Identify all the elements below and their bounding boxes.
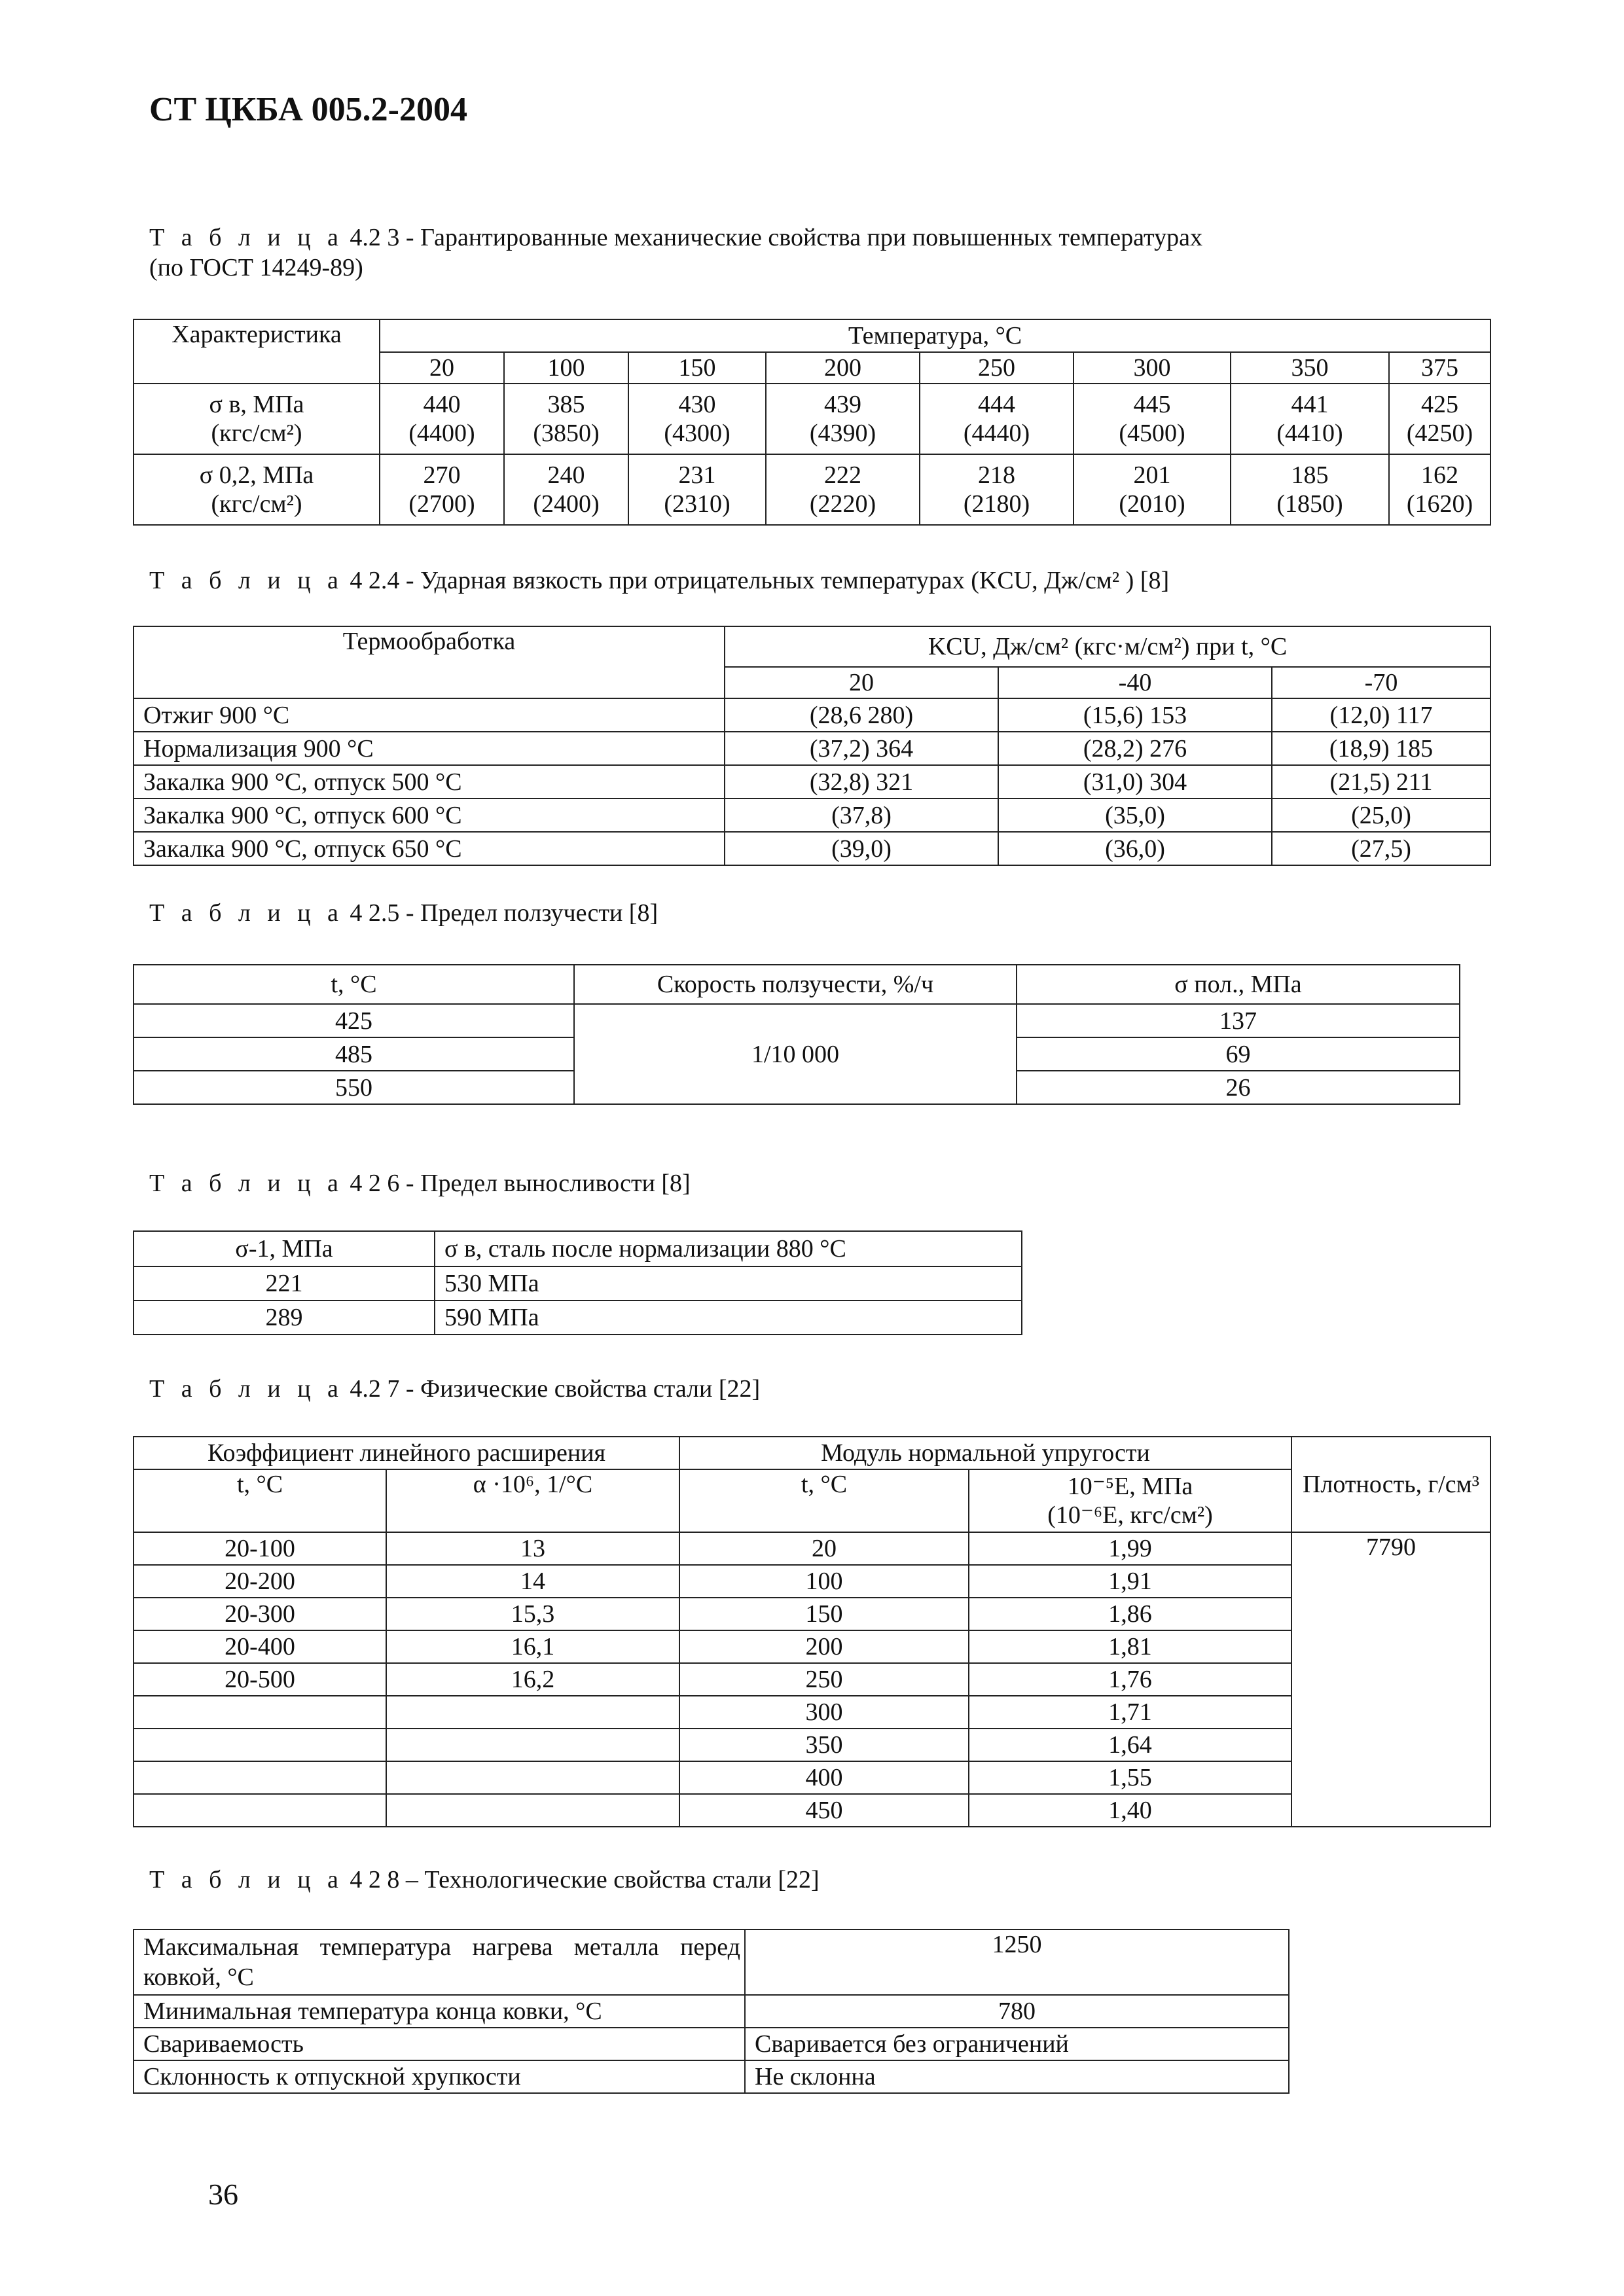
value-cell: (35,0) xyxy=(998,798,1272,832)
mod-t-cell: 400 xyxy=(679,1761,969,1794)
temp-cell: 350 xyxy=(1231,352,1389,384)
mod-t-cell: 450 xyxy=(679,1794,969,1827)
e-cell: 1,55 xyxy=(969,1761,1291,1794)
value-cell: (28,2) 276 xyxy=(998,732,1272,765)
exp-t-cell: 20-200 xyxy=(134,1565,386,1598)
empty-cell xyxy=(134,1696,386,1729)
e-cell: 1,86 xyxy=(969,1598,1291,1630)
value-cell: (15,6) 153 xyxy=(998,698,1272,732)
table-row xyxy=(134,1995,1289,2028)
table-row xyxy=(134,1004,1460,1037)
document-header: СТ ЦКБА 005.2-2004 xyxy=(149,91,467,128)
value-cell: (32,8) 321 xyxy=(725,765,998,798)
header-t-expansion: t, °С xyxy=(134,1469,386,1532)
table-row xyxy=(134,1794,1490,1827)
alpha-cell: 16,1 xyxy=(386,1630,679,1663)
caption-label: Т а б л и ц а xyxy=(149,1170,344,1197)
creep-speed-cell: 1/10 000 xyxy=(574,1004,1017,1104)
table-row xyxy=(134,2028,1289,2060)
e-cell: 1,71 xyxy=(969,1696,1291,1729)
value-cell: 439 (4390) xyxy=(766,384,920,454)
e-cell: 1,91 xyxy=(969,1565,1291,1598)
empty-cell xyxy=(134,1794,386,1827)
density-cell: 7790 xyxy=(1291,1532,1490,1827)
t-cell: 550 xyxy=(134,1071,574,1104)
value-cell: (39,0) xyxy=(725,832,998,865)
header-temperature: Температура, °С xyxy=(380,319,1490,352)
empty-cell xyxy=(386,1794,679,1827)
table-423 xyxy=(133,319,1491,526)
table-428-caption xyxy=(149,1865,820,1895)
value-cell: 222 (2220) xyxy=(766,454,920,525)
value-cell: 430 (4300) xyxy=(628,384,766,454)
header-modulus: Модуль нормальной упругости xyxy=(679,1437,1291,1469)
table-425-caption xyxy=(149,898,658,928)
value-cell: Не склонна xyxy=(745,2060,1289,2093)
table-427-caption xyxy=(149,1374,760,1404)
mod-t-cell: 350 xyxy=(679,1729,969,1761)
mod-t-cell: 200 xyxy=(679,1630,969,1663)
temp-cell: 200 xyxy=(766,352,920,384)
temp-cell: 20 xyxy=(380,352,504,384)
value-cell: 231 (2310) xyxy=(628,454,766,525)
e-cell: 1,76 xyxy=(969,1663,1291,1696)
table-425 xyxy=(133,964,1460,1105)
value-cell: 530 МПа xyxy=(435,1266,1022,1300)
value-cell: (31,0) 304 xyxy=(998,765,1272,798)
e-cell: 1,40 xyxy=(969,1794,1291,1827)
alpha-cell: 16,2 xyxy=(386,1663,679,1696)
table-426 xyxy=(133,1230,1022,1335)
property-cell: Максимальная температура нагрева металла перед ковкой, °С xyxy=(134,1929,745,1995)
alpha-cell: 14 xyxy=(386,1565,679,1598)
exp-t-cell: 20-400 xyxy=(134,1630,386,1663)
header-alpha: α ·10⁶, 1/°С xyxy=(386,1469,679,1532)
page-number: 36 xyxy=(208,2178,238,2211)
caption-label: Т а б л и ц а xyxy=(149,567,344,594)
value-cell: 385 (3850) xyxy=(504,384,628,454)
table-row xyxy=(134,765,1490,798)
e-cell: 1,81 xyxy=(969,1630,1291,1663)
caption-label: Т а б л и ц а xyxy=(149,899,344,927)
temp-cell: 100 xyxy=(504,352,628,384)
table-row xyxy=(134,454,1490,525)
table-row xyxy=(134,1696,1490,1729)
mod-t-cell: 250 xyxy=(679,1663,969,1696)
temp-cell: 20 xyxy=(725,667,998,698)
temp-cell: 375 xyxy=(1389,352,1490,384)
table-427 xyxy=(133,1436,1491,1827)
value-cell: 270 (2700) xyxy=(380,454,504,525)
value-cell: 218 (2180) xyxy=(920,454,1074,525)
treatment-cell: Нормализация 900 °С xyxy=(134,732,725,765)
table-row xyxy=(134,2060,1289,2093)
mod-t-cell: 300 xyxy=(679,1696,969,1729)
caption-text: 4 2 6 - Предел выносливости [8] xyxy=(350,1170,691,1197)
value-cell: Сваривается без ограничений xyxy=(745,2028,1289,2060)
value-cell: (18,9) 185 xyxy=(1272,732,1490,765)
temp-cell: -70 xyxy=(1272,667,1490,698)
property-cell: Свариваемость xyxy=(134,2028,745,2060)
value-cell: (25,0) xyxy=(1272,798,1490,832)
table-row xyxy=(134,1761,1490,1794)
header-sigma-creep: σ пол., МПа xyxy=(1017,965,1460,1004)
value-cell: 162 (1620) xyxy=(1389,454,1490,525)
alpha-cell: 13 xyxy=(386,1532,679,1565)
caption-label: Т а б л и ц а xyxy=(149,224,344,251)
value-cell: 444 (4440) xyxy=(920,384,1074,454)
sigma-cell: 26 xyxy=(1017,1071,1460,1104)
exp-t-cell: 20-500 xyxy=(134,1663,386,1696)
table-row xyxy=(134,1565,1490,1598)
caption-text: 4.2 3 - Гарантированные механические свойства при повышенных температурах xyxy=(350,224,1202,251)
caption-label: Т а б л и ц а xyxy=(149,1375,344,1403)
caption-text: 4 2.5 - Предел ползучести [8] xyxy=(350,899,659,927)
value-cell: 445 (4500) xyxy=(1074,384,1231,454)
label-sigma-02: σ 0,2, МПа xyxy=(199,461,314,489)
table-428 xyxy=(133,1929,1290,2094)
value-cell: 441 (4410) xyxy=(1231,384,1389,454)
table-row xyxy=(134,698,1490,732)
table-424-caption xyxy=(149,565,1169,596)
mod-t-cell: 150 xyxy=(679,1598,969,1630)
header-t-modulus: t, °С xyxy=(679,1469,969,1532)
temp-cell: 150 xyxy=(628,352,766,384)
table-row xyxy=(134,1266,1022,1300)
value-cell: 440 (4400) xyxy=(380,384,504,454)
caption-text: 4.2 7 - Физические свойства стали [22] xyxy=(350,1375,761,1403)
label-unit: (кгс/см²) xyxy=(211,490,302,518)
header-e: 10⁻⁵Е, МПа (10⁻⁶Е, кгс/см²) xyxy=(969,1469,1291,1532)
value-cell: (28,6 280) xyxy=(725,698,998,732)
treatment-cell: Закалка 900 °С, отпуск 500 °С xyxy=(134,765,725,798)
value-cell: (36,0) xyxy=(998,832,1272,865)
label-unit: (кгс/см²) xyxy=(211,420,302,447)
caption-text: 4 2.4 - Ударная вязкость при отрицательных температурах (KCU, Дж/см² ) [8] xyxy=(350,567,1170,594)
empty-cell xyxy=(134,1761,386,1794)
exp-t-cell: 20-300 xyxy=(134,1598,386,1630)
exp-t-cell: 20-100 xyxy=(134,1532,386,1565)
value-cell: 201 (2010) xyxy=(1074,454,1231,525)
empty-cell xyxy=(386,1696,679,1729)
value-cell: 221 xyxy=(134,1266,435,1300)
caption-label: Т а б л и ц а xyxy=(149,1866,344,1893)
value-cell: (21,5) 211 xyxy=(1272,765,1490,798)
label-sigma-b: σ в, МПа xyxy=(209,391,304,418)
value-cell: (27,5) xyxy=(1272,832,1490,865)
table-row xyxy=(134,1532,1490,1565)
empty-cell xyxy=(386,1729,679,1761)
table-row xyxy=(134,384,1490,454)
table-row xyxy=(134,1929,1289,1995)
table-row xyxy=(134,1598,1490,1630)
mod-t-cell: 100 xyxy=(679,1565,969,1598)
caption-text: 4 2 8 – Технологические свойства стали [22] xyxy=(350,1866,820,1893)
row-label xyxy=(134,384,380,454)
table-row xyxy=(134,732,1490,765)
value-cell: (12,0) 117 xyxy=(1272,698,1490,732)
header-characteristic: Характеристика xyxy=(134,319,380,384)
t-cell: 485 xyxy=(134,1037,574,1071)
header-density: Плотность, г/см³ xyxy=(1291,1437,1490,1532)
table-row xyxy=(134,1729,1490,1761)
caption-text-line2: (по ГОСТ 14249-89) xyxy=(149,254,363,281)
header-t: t, °С xyxy=(134,965,574,1004)
header-sigma-b: σ в, сталь после нормализации 880 °С xyxy=(435,1231,1022,1266)
e-cell: 1,99 xyxy=(969,1532,1291,1565)
property-cell: Склонность к отпускной хрупкости xyxy=(134,2060,745,2093)
table-row xyxy=(134,1630,1490,1663)
table-426-caption xyxy=(149,1168,691,1198)
table-424 xyxy=(133,626,1491,866)
empty-cell xyxy=(134,1729,386,1761)
temp-cell: -40 xyxy=(998,667,1272,698)
temp-cell: 300 xyxy=(1074,352,1231,384)
value-cell: (37,8) xyxy=(725,798,998,832)
mod-t-cell: 20 xyxy=(679,1532,969,1565)
value-cell: 1250 xyxy=(745,1929,1289,1995)
e-cell: 1,64 xyxy=(969,1729,1291,1761)
value-cell: (37,2) 364 xyxy=(725,732,998,765)
treatment-cell: Закалка 900 °С, отпуск 650 °С xyxy=(134,832,725,865)
t-cell: 425 xyxy=(134,1004,574,1037)
sigma-cell: 69 xyxy=(1017,1037,1460,1071)
value-cell: 185 (1850) xyxy=(1231,454,1389,525)
value-cell: 240 (2400) xyxy=(504,454,628,525)
row-label xyxy=(134,454,380,525)
table-row xyxy=(134,1300,1022,1335)
table-row xyxy=(134,798,1490,832)
alpha-cell: 15,3 xyxy=(386,1598,679,1630)
header-sigma-1: σ-1, МПа xyxy=(134,1231,435,1266)
empty-cell xyxy=(386,1761,679,1794)
treatment-cell: Отжиг 900 °С xyxy=(134,698,725,732)
sigma-cell: 137 xyxy=(1017,1004,1460,1037)
header-creep-speed: Скорость ползучести, %/ч xyxy=(574,965,1017,1004)
value-cell: 590 МПа xyxy=(435,1300,1022,1335)
table-423-caption xyxy=(149,223,1202,283)
value-cell: 289 xyxy=(134,1300,435,1335)
header-kcu: KCU, Дж/см² (кгс·м/см²) при t, °С xyxy=(725,626,1490,667)
value-cell: 425 (4250) xyxy=(1389,384,1490,454)
temp-cell: 250 xyxy=(920,352,1074,384)
table-row xyxy=(134,1663,1490,1696)
treatment-cell: Закалка 900 °С, отпуск 600 °С xyxy=(134,798,725,832)
table-row xyxy=(134,832,1490,865)
header-expansion: Коэффициент линейного расширения xyxy=(134,1437,679,1469)
property-cell: Минимальная температура конца ковки, °С xyxy=(134,1995,745,2028)
header-treatment: Термообработка xyxy=(134,626,725,698)
value-cell: 780 xyxy=(745,1995,1289,2028)
